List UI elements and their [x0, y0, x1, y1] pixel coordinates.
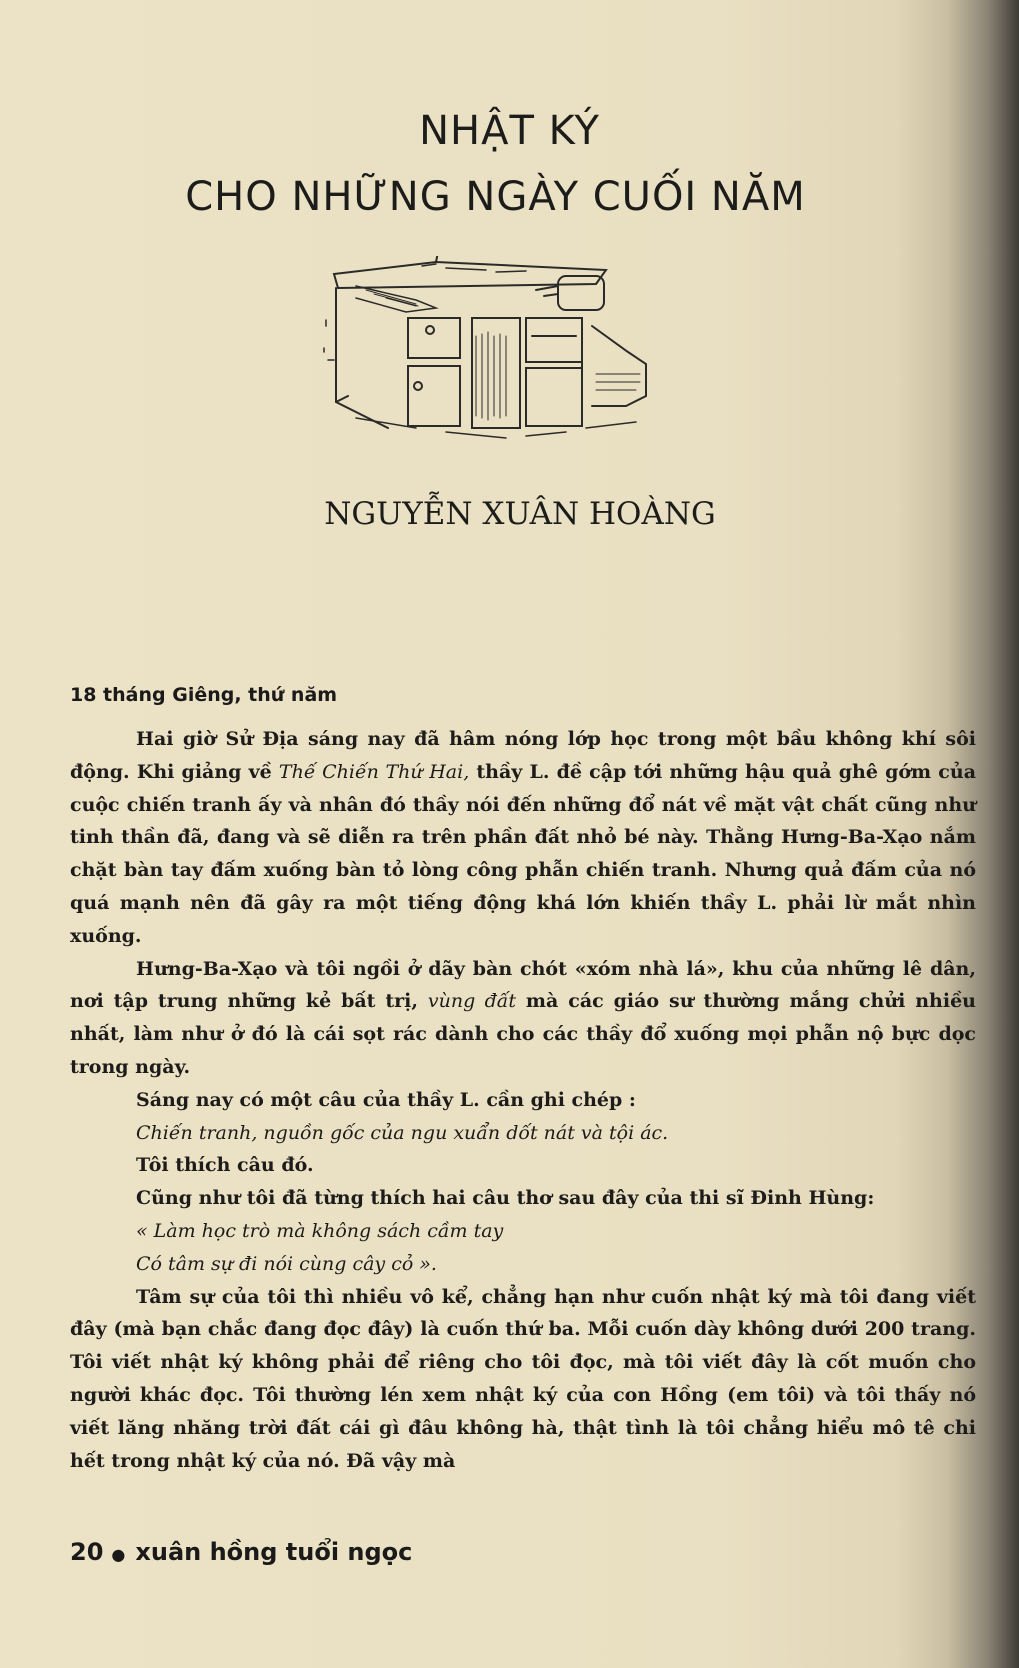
bullet-icon: ● [111, 1545, 126, 1564]
book-title: xuân hồng tuổi ngọc [135, 1538, 413, 1566]
page-title-line2: CHO NHỮNG NGÀY CUỐI NĂM [185, 174, 806, 220]
paragraph: Cũng như tôi đã từng thích hai câu thơ sau đây của thi sĩ Đinh Hùng: [136, 1187, 875, 1210]
paragraph: Tâm sự của tôi thì nhiều vô kể, chẳng hạn như cuốn nhật ký mà tôi đang viết đây (mà bạn chắc đang đọc đây) là cuốn thứ ba. Mỗi cuốn dày không dưới 200 trang. Tôi viết nhật ký không phải để riêng cho tôi đọc, mà tôi viết đây là cốt muốn cho người khác đọc. Tôi thường lén xem nhật ký của con Hồng (em tôi) và tôi thấy nó viết lăng nhăng trời đất cái gì đâu không hà, thật tình là tôi chẳng hiểu mô tê chi hết trong nhật ký của nó. Đã vậy mà [70, 1285, 976, 1472]
author-name: NGUYỄN XUÂN HOÀNG [324, 496, 716, 532]
page-footer [70, 1538, 412, 1566]
paragraph: Sáng nay có một câu của thầy L. cần ghi chép : [136, 1088, 636, 1111]
paragraph: Tôi thích câu đó. [136, 1154, 314, 1177]
quote-line: Chiến tranh, nguồn gốc của ngu xuẩn dốt nát và tội ác. [136, 1121, 669, 1144]
entry-date: 18 tháng Giêng, thứ năm [70, 684, 338, 706]
desk-sketch-illustration [296, 256, 696, 466]
entry-body [70, 723, 976, 1477]
poem-line: Có tâm sự đi nói cùng cây cỏ ». [136, 1252, 437, 1275]
page-title-line1: NHẬT KÝ [419, 108, 600, 154]
paragraph: Hưng-Ba-Xạo và tôi ngồi ở dãy bàn chót «xóm nhà lá», khu của những lê dân, nơi tập trung những kẻ bất trị, vùng đất mà các giáo sư thường mắng chửi nhiều nhất, làm như ở đó là cái sọt rác dành cho các thầy đổ xuống mọi phẫn nộ bực dọc trong ngày. [70, 957, 976, 1078]
paragraph: Hai giờ Sử Địa sáng nay đã hâm nóng lớp học trong một bầu không khí sôi động. Khi giảng về Thế Chiến Thứ Hai, thầy L. đề cập tới những hậu quả ghê gớm của cuộc chiến tranh ấy và nhân đó thầy nói đến những đổ nát về mặt vật chất cũng như tinh thần đã, đang và sẽ diễn ra trên phần đất nhỏ bé này. Thằng Hưng-Ba-Xạo nắm chặt bàn tay đấm xuống bàn tỏ lòng công phẫn chiến tranh. Nhưng quả đấm của nó quá mạnh nên đã gây ra một tiếng động khá lớn khiến thầy L. phải lừ mắt nhìn xuống. [70, 728, 977, 947]
poem-line: « Làm học trò mà không sách cầm tay [136, 1219, 504, 1242]
page-number: 20 [70, 1538, 104, 1566]
desk-top-sketch [334, 262, 606, 288]
